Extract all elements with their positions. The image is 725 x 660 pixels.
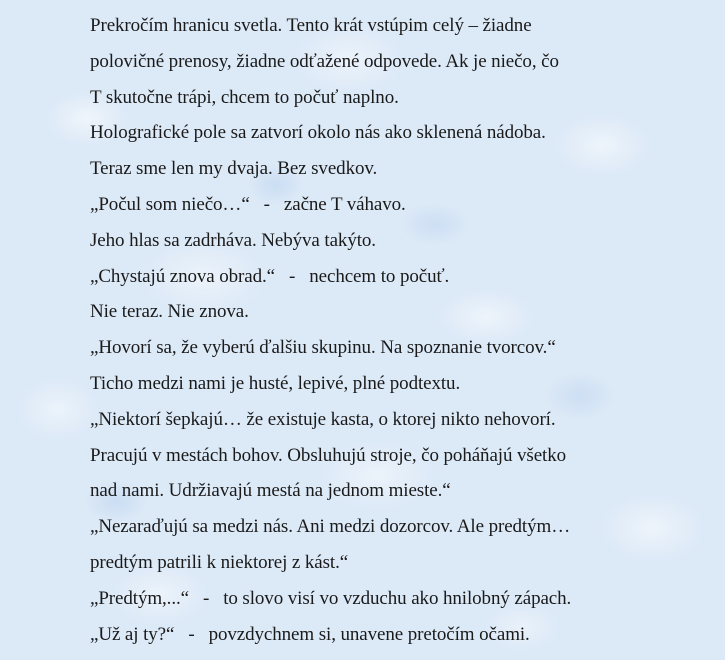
text-line: Teraz sme len my dvaja. Bez svedkov.: [90, 158, 378, 180]
text-line: predtým patrili k niektorej z kást.“: [90, 551, 349, 573]
text-line: Pracujú v mestách bohov. Obsluhujú stroje, čo poháňajú všetko: [90, 444, 567, 466]
text-line: Holografické pole sa zatvorí okolo nás ako sklenená nádoba.: [90, 122, 546, 144]
dialogue-line: [90, 187, 720, 223]
text-line: nad nami. Udržiavajú mestá na jednom mieste.“: [90, 480, 451, 502]
dialogue-quote: „Predtým,...“: [90, 587, 189, 609]
text-line: polovičné prenosy, žiadne odťažené odpovede. Ak je niečo, čo: [90, 50, 559, 72]
dialogue-tag: nechcem to počuť.: [309, 265, 450, 287]
dialogue-line: [90, 617, 720, 653]
text-line: Ticho medzi nami je husté, lepivé, plné podtextu.: [90, 372, 461, 394]
dialogue-quote: „Počul som niečo…“: [90, 193, 250, 215]
dialogue-quote: „Chystajú znova obrad.“: [90, 265, 276, 287]
text-line: T skutočne trápi, chcem to počuť naplno.: [90, 86, 399, 108]
dialogue-tag: to slovo visí vo vzduchu ako hnilobný zápach.: [223, 587, 572, 609]
dialogue-tag: začne T váhavo.: [283, 193, 406, 215]
text-line: „Hovorí sa, že vyberú ďalšiu skupinu. Na spoznanie tvorcov.“: [90, 337, 556, 359]
dialogue-line: [90, 259, 720, 295]
dialogue-tag: povzdychnem si, unavene pretočím očami.: [208, 623, 530, 645]
dialogue-line: [90, 581, 720, 617]
dialogue-dash: -: [202, 587, 210, 609]
text-line: „Niektorí šepkajú… že existuje kasta, o ktorej nikto nehovorí.: [90, 408, 556, 430]
text-line: Jeho hlas sa zadrháva. Nebýva takýto.: [90, 229, 376, 251]
text-line: Nie teraz. Nie znova.: [90, 301, 249, 323]
dialogue-quote: „Už aj ty?“: [90, 623, 175, 645]
text-line: „Nezaraďujú sa medzi nás. Ani medzi dozorcov. Ale predtým…: [90, 516, 571, 538]
dialogue-dash: -: [188, 623, 195, 645]
dialogue-dash: -: [289, 265, 296, 287]
text-line: Prekročím hranicu svetla. Tento krát vstúpim celý – žiadne: [90, 15, 532, 36]
document-body: [90, 8, 720, 652]
dialogue-dash: -: [263, 193, 270, 215]
